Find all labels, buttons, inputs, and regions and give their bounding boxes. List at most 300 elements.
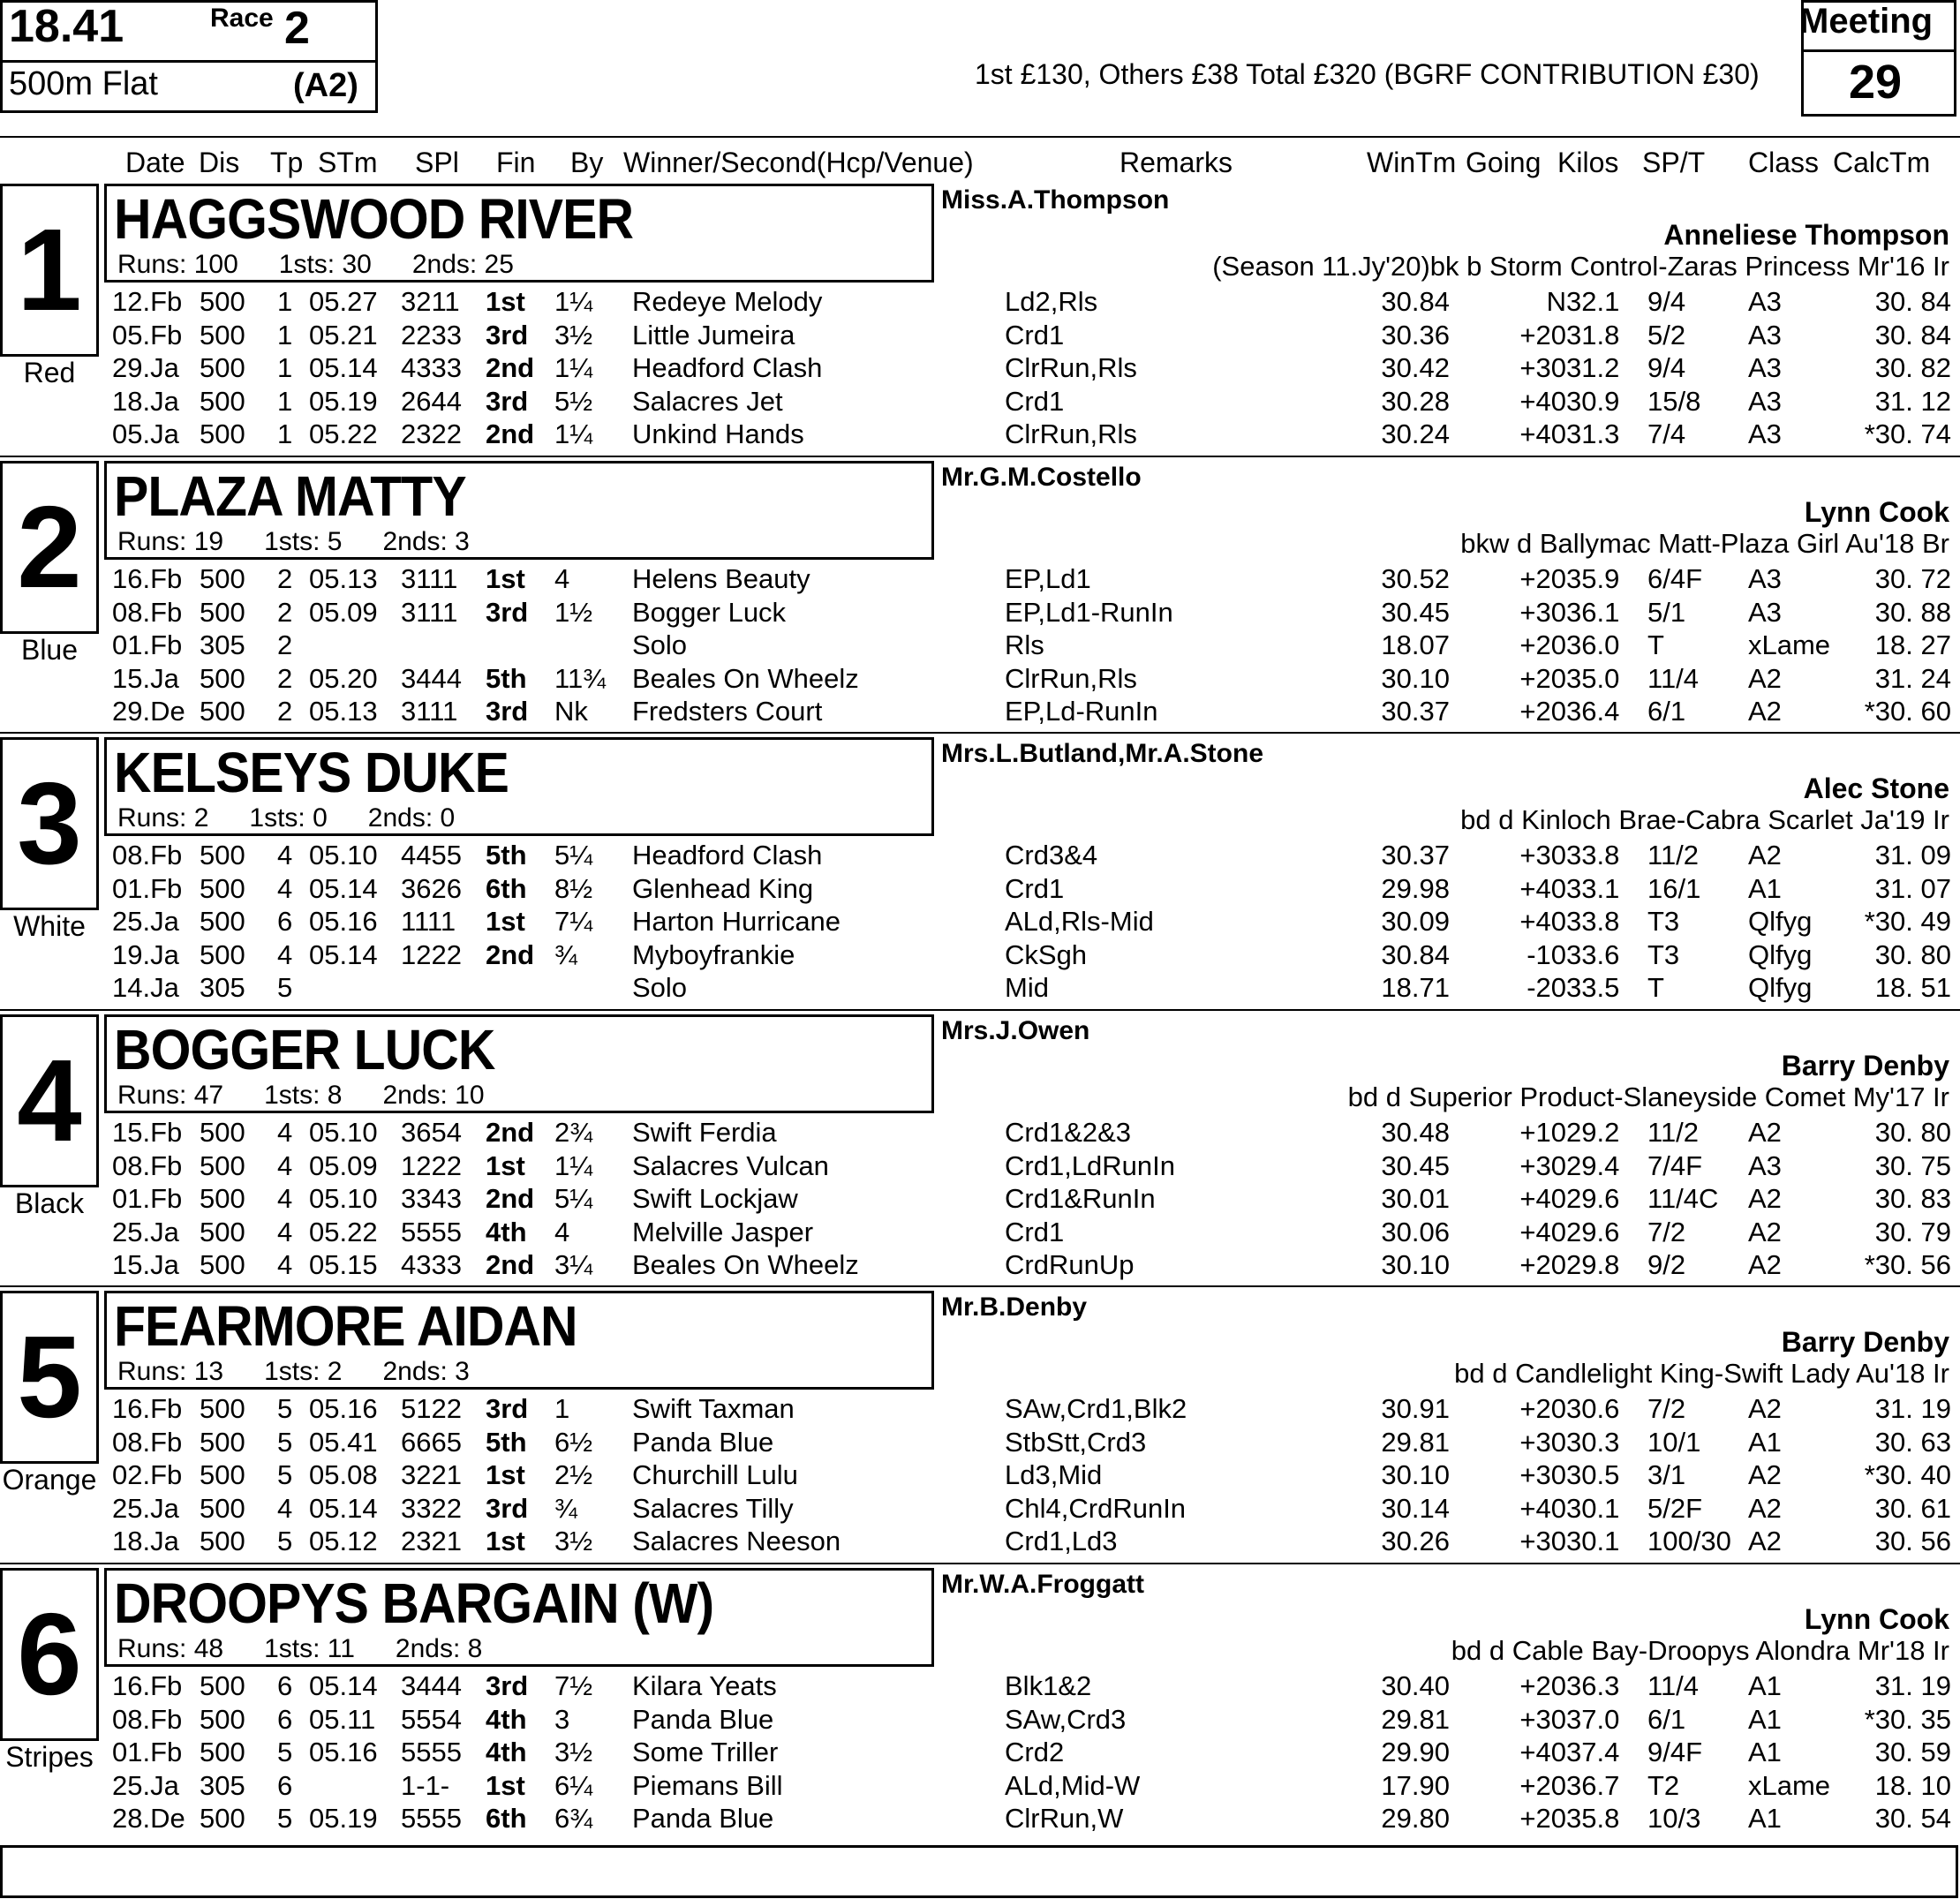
form-kilos: 36.4 [1566, 696, 1620, 727]
form-class: A2 [1748, 696, 1782, 727]
dog-name[interactable]: DROOPYS BARGAIN (W) [114, 1571, 714, 1635]
form-winning-time: 30.36 [1381, 319, 1450, 350]
form-winner-second: Solo [632, 629, 688, 660]
form-finish: 2nd [486, 352, 535, 383]
form-class: A2 [1748, 1526, 1782, 1556]
form-date: 16.Fb [112, 563, 183, 594]
trap-colour: Red [23, 357, 76, 388]
form-calculated-time: 30. 56 [1874, 1526, 1951, 1556]
form-starting-price: 9/4 [1647, 352, 1686, 383]
trap-colour: Stripes [5, 1741, 94, 1773]
prize-money: 1st £130, Others £38 Total £320 (BGRF CONTRIBUTION £30) [975, 58, 1760, 90]
form-starting-price: 6/4F [1647, 563, 1703, 594]
form-distance: 500 [200, 1149, 245, 1181]
form-winner-second: Beales On Wheelz [632, 1249, 859, 1280]
breeding: bd d Superior Product-Slaneyside Comet My'17 Ir [1347, 1081, 1949, 1112]
form-sectional-positions: 3626 [401, 872, 462, 904]
form-winning-time: 30.40 [1381, 1670, 1450, 1701]
form-class: A3 [1748, 563, 1782, 594]
column-header: Winner/Second(Hcp/Venue) [623, 147, 974, 178]
form-class: A2 [1748, 1393, 1782, 1424]
form-trap: 6 [277, 1769, 293, 1801]
form-trap: 2 [277, 596, 293, 628]
form-beaten-by: 2½ [554, 1459, 593, 1490]
form-winner-second: Some Triller [632, 1737, 779, 1767]
form-class: Qlfyg [1748, 972, 1813, 1003]
form-starting-price: 7/2 [1647, 1393, 1686, 1424]
form-sectional-positions: 3654 [401, 1117, 462, 1148]
form-finish: 2nd [486, 1183, 535, 1214]
race-label: Race [210, 4, 274, 33]
owner: Mr.W.A.Froggatt [941, 1570, 1144, 1599]
form-starting-price: 7/4F [1647, 1149, 1703, 1181]
form-calculated-time: 30. 72 [1874, 563, 1951, 594]
form-sectional-time: 05.16 [309, 1393, 378, 1424]
form-kilos: 36.0 [1566, 629, 1620, 660]
form-winning-time: 30.10 [1381, 1459, 1450, 1490]
form-sectional-positions: 4333 [401, 352, 462, 383]
form-beaten-by: 5½ [554, 385, 593, 417]
stat-firsts: 1sts: 8 [264, 1081, 343, 1110]
stat-seconds: 2nds: 8 [395, 1634, 483, 1663]
column-header: Going [1466, 147, 1542, 178]
form-distance: 500 [200, 1183, 245, 1214]
race-grade: (A2) [293, 67, 358, 104]
form-going: +30 [1519, 596, 1566, 628]
form-sectional-time: 05.13 [309, 563, 378, 594]
form-winning-time: 29.98 [1381, 872, 1450, 904]
form-sectional-time: 05.13 [309, 696, 378, 727]
form-trap: 4 [277, 938, 293, 970]
form-distance: 500 [200, 696, 245, 727]
form-kilos: 30.1 [1566, 1526, 1620, 1556]
form-winning-time: 30.14 [1381, 1492, 1450, 1524]
form-kilos: 35.9 [1566, 563, 1620, 594]
form-trap: 1 [277, 385, 293, 417]
owner: Mrs.L.Butland,Mr.A.Stone [941, 739, 1264, 768]
form-date: 01.Fb [112, 629, 183, 660]
form-sectional-positions: 5554 [401, 1703, 462, 1735]
form-class: A3 [1748, 352, 1782, 383]
breeding: bkw d Ballymac Matt-Plaza Girl Au'18 Br [1460, 528, 1949, 559]
column-header: SP/T [1642, 147, 1706, 178]
form-kilos: 33.5 [1566, 972, 1620, 1003]
column-header: STm [318, 147, 378, 178]
form-starting-price: 9/4F [1647, 1737, 1703, 1767]
form-winner-second: Fredsters Court [632, 696, 823, 727]
form-kilos: 30.3 [1566, 1426, 1620, 1458]
form-winner-second: Swift Lockjaw [632, 1183, 798, 1214]
form-starting-price: T [1647, 972, 1664, 1003]
form-winning-time: 30.45 [1381, 1149, 1450, 1181]
dog-name[interactable]: BOGGER LUCK [114, 1018, 495, 1081]
form-starting-price: 9/4 [1647, 286, 1686, 317]
form-winning-time: 18.07 [1381, 629, 1450, 660]
stat-seconds: 2nds: 3 [382, 527, 470, 556]
form-calculated-time: *30. 35 [1864, 1703, 1951, 1735]
form-winning-time: 30.84 [1381, 938, 1450, 970]
form-distance: 500 [200, 1526, 245, 1556]
form-finish: 1st [486, 1526, 525, 1556]
form-finish: 3rd [486, 596, 529, 628]
column-header: Dis [199, 147, 240, 178]
trainer: Barry Denby [1781, 1326, 1949, 1358]
form-sectional-positions: 5555 [401, 1803, 462, 1834]
column-header: SPl [415, 147, 459, 178]
form-class: A2 [1748, 662, 1782, 694]
form-date: 15.Ja [112, 662, 179, 694]
form-finish: 3rd [486, 385, 529, 417]
form-remarks: EP,Ld1 [1005, 563, 1091, 594]
form-class: A3 [1748, 418, 1782, 449]
form-starting-price: T3 [1647, 906, 1680, 937]
form-finish: 1st [486, 563, 525, 594]
form-remarks: Crd1 [1005, 1216, 1065, 1247]
trap-colour: Black [14, 1187, 85, 1219]
form-finish: 2nd [486, 1249, 535, 1280]
form-starting-price: 6/1 [1647, 1703, 1686, 1735]
form-winning-time: 30.26 [1381, 1526, 1450, 1556]
form-going: -20 [1527, 972, 1566, 1003]
form-remarks: Crd1,LdRunIn [1005, 1149, 1176, 1181]
form-date: 02.Fb [112, 1459, 183, 1490]
form-beaten-by: ¾ [554, 938, 577, 970]
form-finish: 3rd [486, 696, 529, 727]
form-class: Qlfyg [1748, 938, 1813, 970]
form-trap: 4 [277, 1117, 293, 1148]
form-going: +20 [1519, 696, 1566, 727]
form-trap: 6 [277, 1703, 293, 1735]
form-winner-second: Myboyfrankie [632, 938, 795, 970]
form-sectional-time: 05.27 [309, 286, 378, 317]
dog-stats [117, 527, 510, 557]
form-sectional-positions: 3322 [401, 1492, 462, 1524]
form-starting-price: 11/4 [1647, 662, 1700, 694]
form-class: A3 [1748, 596, 1782, 628]
form-remarks: Crd1 [1005, 872, 1065, 904]
trap-colour: Blue [20, 634, 79, 666]
form-date: 16.Fb [112, 1393, 183, 1424]
form-going: +20 [1519, 319, 1566, 350]
stat-seconds: 2nds: 10 [382, 1081, 485, 1110]
form-sectional-positions: 1222 [401, 938, 462, 970]
form-going: +40 [1519, 906, 1566, 937]
form-distance: 500 [200, 1803, 245, 1834]
form-winning-time: 29.81 [1381, 1703, 1450, 1735]
form-starting-price: 15/8 [1647, 385, 1701, 417]
form-distance: 500 [200, 1216, 245, 1247]
form-finish: 1st [486, 286, 525, 317]
form-winner-second: Beales On Wheelz [632, 662, 859, 694]
form-winner-second: Little Jumeira [632, 319, 795, 350]
form-class: A2 [1748, 1459, 1782, 1490]
form-remarks: ClrRun,W [1005, 1803, 1124, 1834]
form-starting-price: 11/2 [1647, 840, 1700, 870]
form-winner-second: Salacres Tilly [632, 1492, 794, 1524]
form-distance: 500 [200, 662, 245, 694]
form-going: +40 [1519, 418, 1566, 449]
form-going: +40 [1519, 1737, 1566, 1767]
column-header: By [570, 147, 604, 178]
form-kilos: 30.1 [1566, 1492, 1620, 1524]
form-date: 01.Fb [112, 1737, 183, 1767]
form-calculated-time: 30. 63 [1874, 1426, 1951, 1458]
meeting-label: Meeting [1799, 2, 1934, 41]
form-sectional-time: 05.10 [309, 840, 378, 870]
form-winner-second: Panda Blue [632, 1426, 774, 1458]
form-beaten-by: 3¼ [554, 1249, 593, 1280]
form-winner-second: Solo [632, 972, 688, 1003]
form-sectional-positions: 2644 [401, 385, 462, 417]
form-calculated-time: 30. 79 [1874, 1216, 1951, 1247]
form-winner-second: Bogger Luck [632, 596, 787, 628]
form-going: +20 [1519, 662, 1566, 694]
form-finish: 2nd [486, 418, 535, 449]
form-remarks: Ld2,Rls [1005, 286, 1098, 317]
form-finish: 4th [486, 1216, 527, 1247]
form-going: +10 [1519, 1117, 1566, 1148]
form-starting-price: T2 [1647, 1769, 1680, 1801]
dog-name[interactable]: FEARMORE AIDAN [114, 1294, 577, 1358]
dog-name-box [104, 1014, 934, 1113]
form-winner-second: Kilara Yeats [632, 1670, 777, 1701]
form-finish: 6th [486, 872, 527, 904]
form-date: 16.Fb [112, 1670, 183, 1701]
form-class: A2 [1748, 840, 1782, 870]
dog-name-box [104, 1291, 934, 1390]
form-distance: 500 [200, 1117, 245, 1148]
form-sectional-positions: 3111 [401, 563, 458, 594]
form-sectional-time: 05.12 [309, 1526, 378, 1556]
form-kilos: 35.8 [1566, 1803, 1620, 1834]
form-starting-price: 11/2 [1647, 1117, 1700, 1148]
form-sectional-positions: 1222 [401, 1149, 462, 1181]
form-trap: 5 [277, 1459, 293, 1490]
form-going: +20 [1519, 563, 1566, 594]
form-going: N [1546, 286, 1566, 317]
form-date: 25.Ja [112, 1216, 179, 1247]
footer-box [0, 1845, 1958, 1898]
form-kilos: 30.6 [1566, 1393, 1620, 1424]
form-calculated-time: 31. 09 [1874, 840, 1951, 870]
form-starting-price: 100/30 [1647, 1526, 1731, 1556]
form-beaten-by: ¾ [554, 1492, 577, 1524]
form-beaten-by: 1¼ [554, 1149, 593, 1181]
form-sectional-positions: 1111 [401, 906, 456, 937]
dog-stats [117, 1634, 523, 1664]
form-winning-time: 29.80 [1381, 1803, 1450, 1834]
form-distance: 305 [200, 629, 245, 660]
stat-runs: Runs: 100 [117, 250, 238, 279]
form-date: 28.De [112, 1803, 185, 1834]
form-winner-second: Headford Clash [632, 352, 823, 383]
form-sectional-positions: 4333 [401, 1249, 462, 1280]
form-class: A2 [1748, 1117, 1782, 1148]
form-starting-price: 16/1 [1647, 872, 1701, 904]
form-beaten-by: 2¾ [554, 1117, 593, 1148]
dog-name-box [104, 461, 934, 560]
owner: Mrs.J.Owen [941, 1016, 1090, 1045]
form-class: xLame [1748, 629, 1831, 660]
form-trap: 2 [277, 563, 293, 594]
form-sectional-time: 05.16 [309, 906, 378, 937]
form-beaten-by: 3 [554, 1703, 570, 1735]
form-trap: 4 [277, 1149, 293, 1181]
dog-name[interactable]: KELSEYS DUKE [114, 741, 509, 804]
form-class: A1 [1748, 1670, 1782, 1701]
form-kilos: 31.3 [1566, 418, 1620, 449]
form-date: 15.Ja [112, 1249, 179, 1280]
form-starting-price: 5/1 [1647, 596, 1686, 628]
form-winner-second: Redeye Melody [632, 286, 823, 317]
form-going: +40 [1519, 1216, 1566, 1247]
form-beaten-by: 5¼ [554, 840, 593, 870]
form-sectional-positions: 3111 [401, 696, 458, 727]
form-sectional-time: 05.14 [309, 938, 378, 970]
form-kilos: 36.1 [1566, 596, 1620, 628]
form-sectional-positions: 2322 [401, 418, 462, 449]
form-remarks: SAw,Crd1,Blk2 [1005, 1393, 1187, 1424]
form-sectional-time: 05.21 [309, 319, 378, 350]
form-distance: 305 [200, 972, 245, 1003]
form-calculated-time: 30. 82 [1874, 352, 1951, 383]
stat-runs: Runs: 47 [117, 1081, 224, 1110]
form-finish: 2nd [486, 1117, 535, 1148]
form-class: A3 [1748, 319, 1782, 350]
form-winning-time: 17.90 [1381, 1769, 1450, 1801]
form-trap: 1 [277, 286, 293, 317]
form-class: A1 [1748, 872, 1782, 904]
form-remarks: Crd1&2&3 [1005, 1117, 1132, 1148]
form-remarks: EP,Ld-RunIn [1005, 696, 1158, 727]
form-trap: 5 [277, 1526, 293, 1556]
form-winning-time: 30.91 [1381, 1393, 1450, 1424]
form-calculated-time: *30. 60 [1864, 696, 1951, 727]
dog-name[interactable]: HAGGSWOOD RIVER [114, 187, 634, 251]
form-going: +20 [1519, 1249, 1566, 1280]
form-sectional-time: 05.08 [309, 1459, 378, 1490]
meeting-number: 29 [1849, 56, 1903, 109]
breeding: bd d Kinloch Brae-Cabra Scarlet Ja'19 Ir [1460, 804, 1949, 835]
form-sectional-positions: 3111 [401, 596, 458, 628]
form-trap: 5 [277, 972, 293, 1003]
form-going: +30 [1519, 1149, 1566, 1181]
form-sectional-time: 05.09 [309, 596, 378, 628]
form-remarks: StbStt,Crd3 [1005, 1426, 1147, 1458]
form-sectional-time: 05.10 [309, 1183, 378, 1214]
trainer: Alec Stone [1803, 772, 1949, 804]
form-finish: 4th [486, 1703, 527, 1735]
form-winning-time: 30.28 [1381, 385, 1450, 417]
form-winner-second: Swift Ferdia [632, 1117, 777, 1148]
form-winner-second: Panda Blue [632, 1803, 774, 1834]
form-trap: 2 [277, 629, 293, 660]
form-sectional-positions: 3444 [401, 662, 462, 694]
form-sectional-positions: 1-1- [401, 1769, 450, 1801]
form-beaten-by: 7½ [554, 1670, 593, 1701]
stat-runs: Runs: 13 [117, 1357, 224, 1386]
breeding: (Season 11.Jy'20)bk b Storm Control-Zaras Princess Mr'16 Ir [1212, 251, 1949, 282]
form-remarks: Rls [1005, 629, 1044, 660]
form-date: 19.Ja [112, 938, 179, 970]
owner: Miss.A.Thompson [941, 185, 1170, 215]
form-calculated-time: *30. 74 [1864, 418, 1951, 449]
form-sectional-time: 05.15 [309, 1249, 378, 1280]
form-starting-price: 3/1 [1647, 1459, 1686, 1490]
trainer: Lynn Cook [1804, 1603, 1949, 1635]
form-beaten-by: 11¾ [554, 662, 607, 694]
form-class: A3 [1748, 286, 1782, 317]
form-calculated-time: 30. 75 [1874, 1149, 1951, 1181]
form-sectional-positions: 2321 [401, 1526, 462, 1556]
form-trap: 4 [277, 872, 293, 904]
breeding: bd d Cable Bay-Droopys Alondra Mr'18 Ir [1451, 1635, 1949, 1666]
owner: Mr.G.M.Costello [941, 463, 1142, 492]
form-beaten-by: 5¼ [554, 1183, 593, 1214]
stat-firsts: 1sts: 30 [278, 250, 372, 279]
trap-colour: Orange [2, 1464, 97, 1496]
stat-runs: Runs: 19 [117, 527, 224, 556]
form-finish: 2nd [486, 938, 535, 970]
form-distance: 500 [200, 1459, 245, 1490]
form-sectional-positions: 3343 [401, 1183, 462, 1214]
form-class: A1 [1748, 1737, 1782, 1767]
form-winning-time: 30.37 [1381, 840, 1450, 870]
form-kilos: 33.6 [1566, 938, 1620, 970]
form-finish: 1st [486, 1769, 525, 1801]
form-sectional-time: 05.14 [309, 872, 378, 904]
form-class: A3 [1748, 1149, 1782, 1181]
form-distance: 500 [200, 840, 245, 870]
trap-number: 4 [0, 1014, 99, 1187]
form-trap: 4 [277, 1183, 293, 1214]
form-date: 08.Fb [112, 596, 183, 628]
form-kilos: 31.8 [1566, 319, 1620, 350]
form-finish: 3rd [486, 1670, 529, 1701]
runner-separator [0, 1009, 1960, 1011]
form-date: 08.Fb [112, 1426, 183, 1458]
form-trap: 4 [277, 1492, 293, 1524]
trap-number: 1 [0, 184, 99, 357]
form-sectional-positions: 5555 [401, 1737, 462, 1767]
form-class: A1 [1748, 1426, 1782, 1458]
form-starting-price: T [1647, 629, 1664, 660]
owner: Mr.B.Denby [941, 1292, 1088, 1322]
form-remarks: Blk1&2 [1005, 1670, 1092, 1701]
form-date: 05.Fb [112, 319, 183, 350]
form-calculated-time: 18. 10 [1874, 1769, 1951, 1801]
form-winning-time: 30.24 [1381, 418, 1450, 449]
form-calculated-time: 30. 84 [1874, 319, 1951, 350]
form-kilos: 29.8 [1566, 1249, 1620, 1280]
form-sectional-positions: 3221 [401, 1459, 462, 1490]
form-winner-second: Glenhead King [632, 872, 814, 904]
stat-seconds: 2nds: 0 [367, 803, 456, 833]
form-finish: 5th [486, 662, 527, 694]
dog-stats [117, 1357, 510, 1387]
stat-seconds: 2nds: 3 [382, 1357, 470, 1386]
form-remarks: Mid [1005, 972, 1049, 1003]
form-remarks: EP,Ld1-RunIn [1005, 596, 1173, 628]
form-date: 25.Ja [112, 906, 179, 937]
race-time: 18.41 [9, 1, 124, 52]
dog-name[interactable]: PLAZA MATTY [114, 464, 466, 528]
form-sectional-time: 05.14 [309, 352, 378, 383]
form-kilos: 37.0 [1566, 1703, 1620, 1735]
race-number: 2 [284, 3, 310, 54]
form-going: +20 [1519, 629, 1566, 660]
dog-stats [117, 803, 495, 833]
